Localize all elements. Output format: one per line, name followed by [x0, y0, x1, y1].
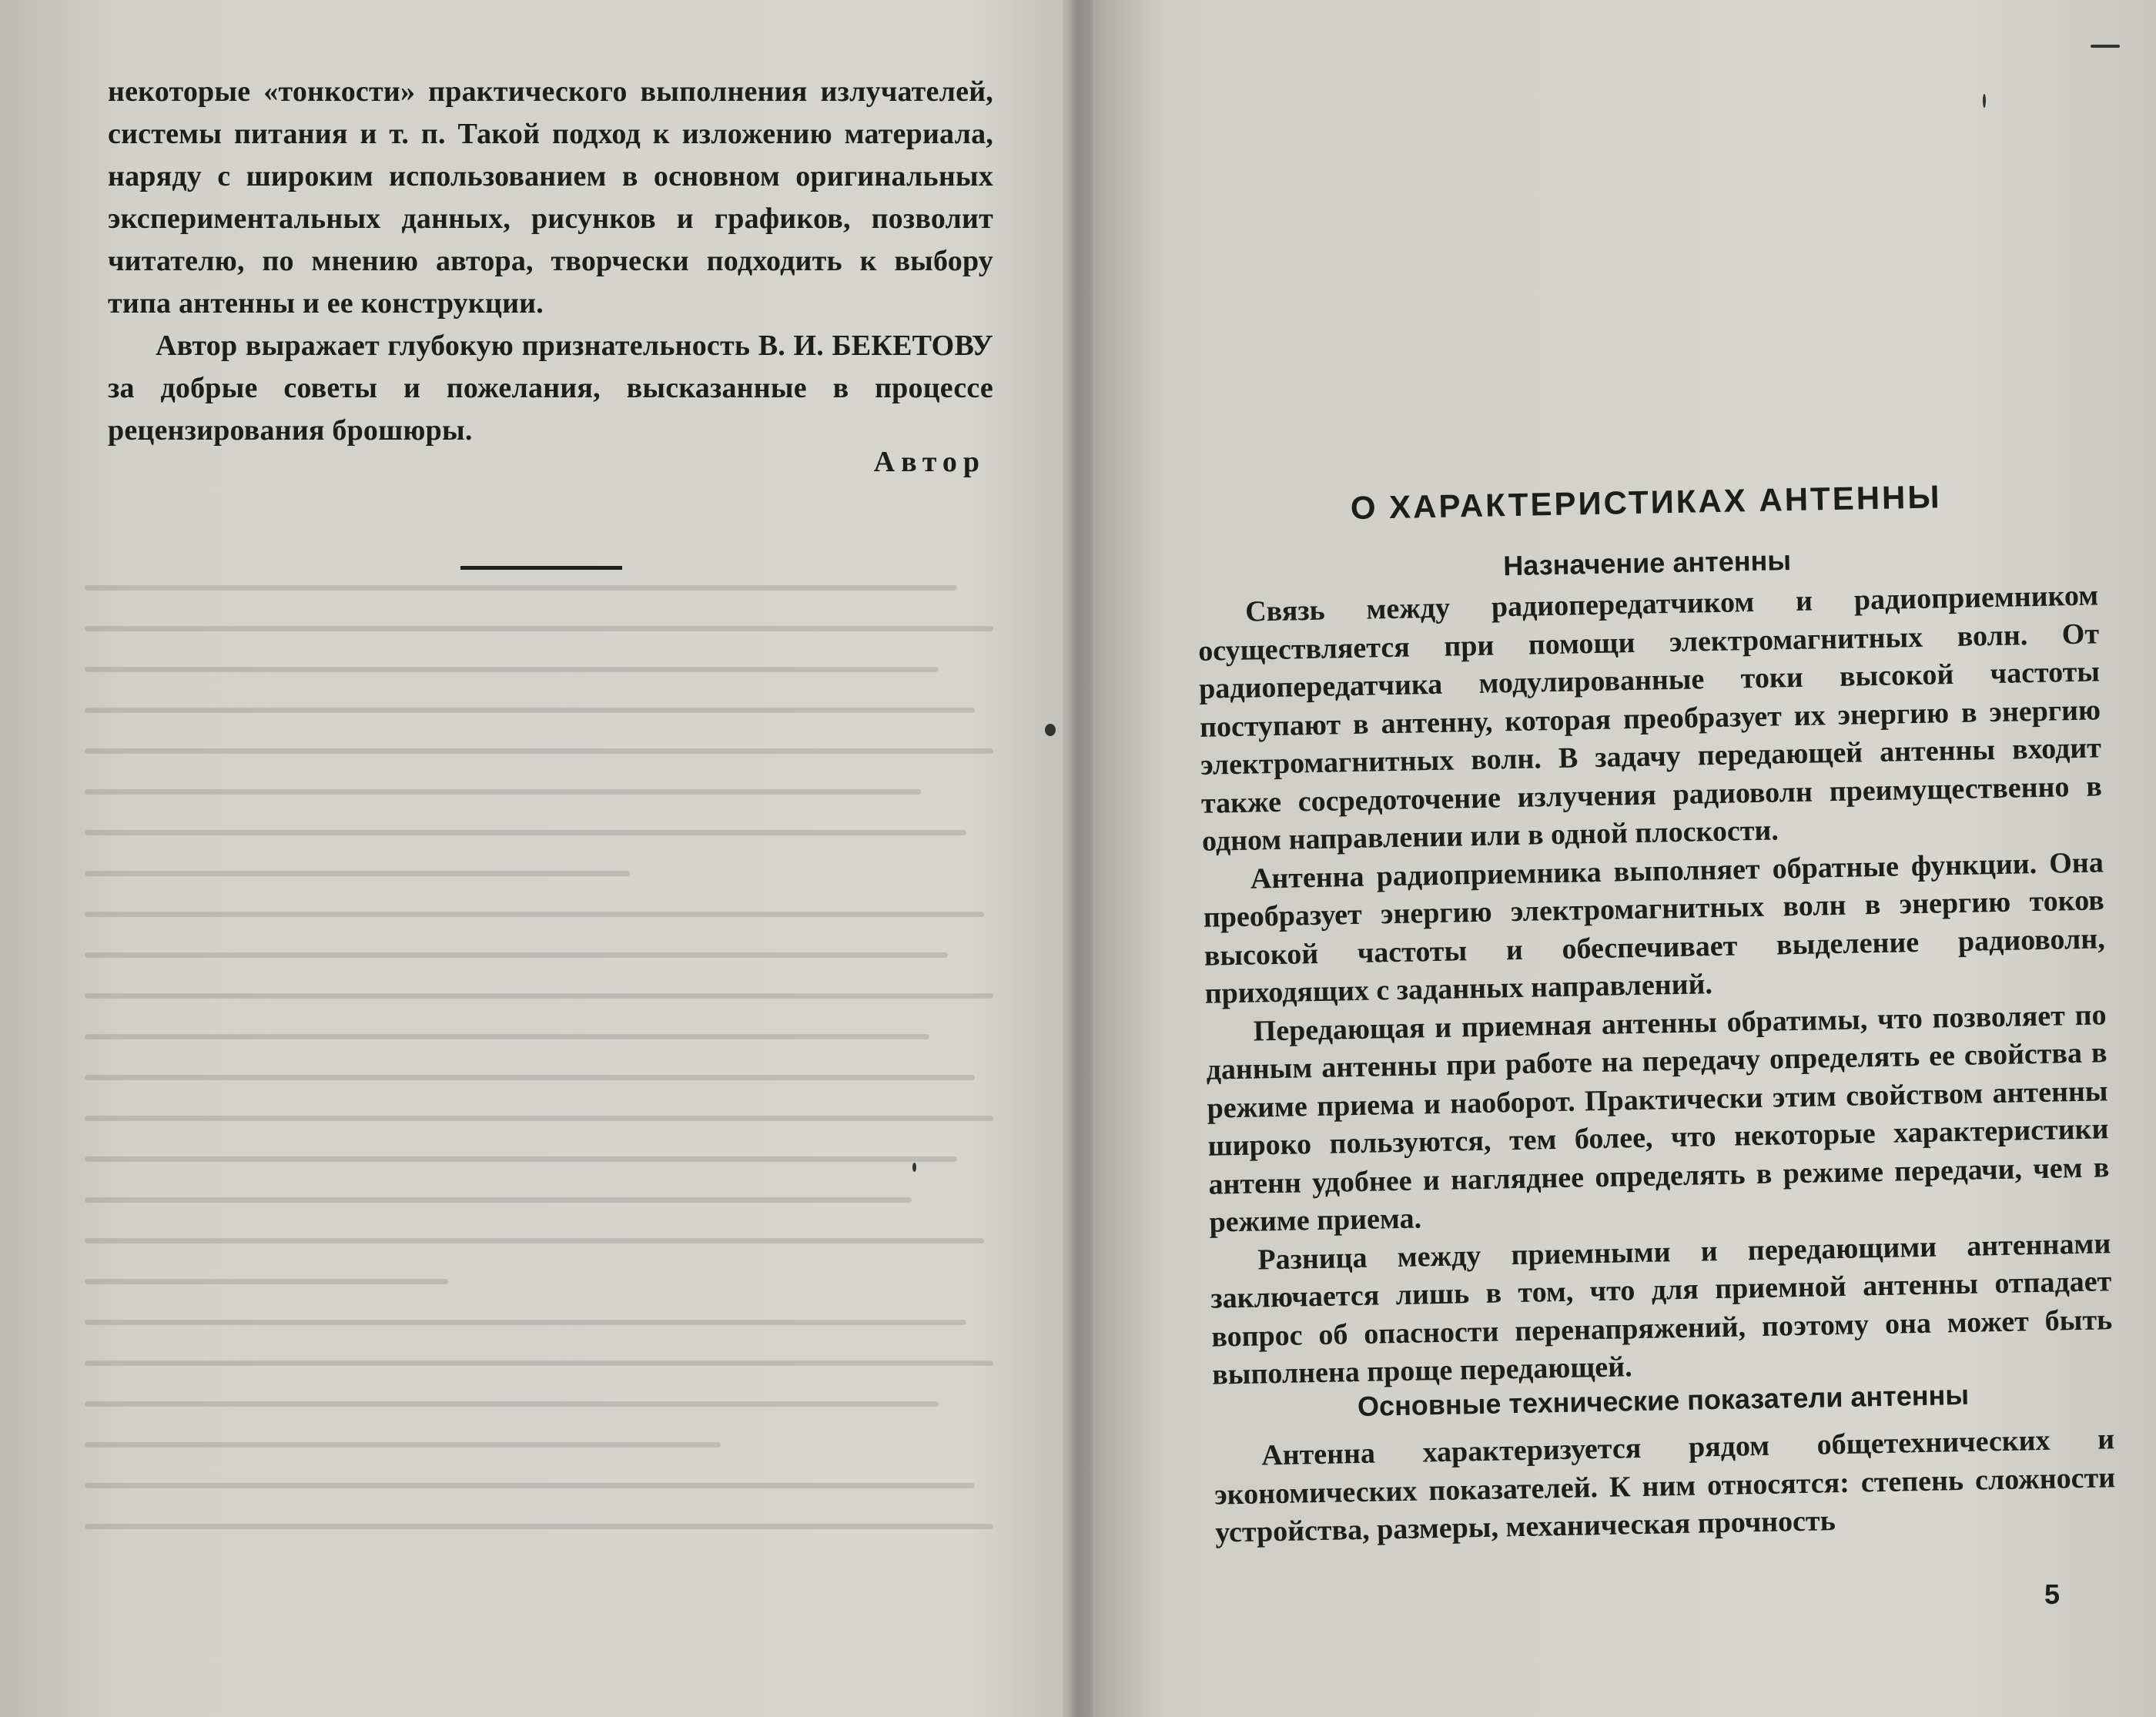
author-signature: Автор: [873, 446, 986, 478]
left-paragraph: Автор выражает глубокую признательность В. И. БЕКЕТОВУ за добрые советы и пожелания, высказанные в процессе рецензирования брошюры.: [108, 330, 993, 447]
body-paragraph: Разница между приемными и передающими антеннами заключается лишь в том, что для приемной антенны отпадает вопрос об опасности перенапряжений, поэтому она может быть выполнена проще передающей.: [1210, 1227, 2113, 1391]
show-through-text: [85, 585, 993, 1563]
section-divider: [460, 566, 622, 570]
body-paragraph: Связь между радиопередатчиком и радиоприемником осуществляется при помощи электромагнитных волн. От радиопередатчика модулированные токи высокой частоты поступают в антенну, которая преобразует их энергию в энергию электромагнитных волн. В задачу передающей антенны входит также сосредоточение излучения радиоволн преимущественно в одном направлении или в одной плоскости.: [1197, 579, 2103, 858]
section-purpose-body: [1197, 577, 2114, 1394]
body-paragraph: Передающая и приемная антенны обратимы, что позволяет по данным антенны при работе на передачу определять ее свойства в режиме приема и наоборот. Практически этим свойством антенны широко пользуются, тем более, что некоторые характеристики антенн удобнее и нагляднее определять в режиме передачи, чем в режиме приема.: [1206, 998, 2110, 1239]
body-paragraph: Антенна характеризуется рядом общетехнических и экономических показателей. К ним относятся: степень сложности устройства, размеры, механическая прочность: [1214, 1423, 2116, 1549]
left-paragraph: некоторые «тонкости» практического выполнения излучателей, системы питания и т. п. Такой подход к изложению материала, наряду с широким использованием в основном оригинальных экспериментальных данных, рисунков и графиков, позволит читателю, по мнению автора, творчески подходить к выбору типа антенны и ее конструкции.: [108, 75, 993, 320]
section-title-purpose: Назначение антенны: [1502, 544, 1792, 582]
paper-speck: [2091, 45, 2120, 48]
paper-speck: [1045, 724, 1056, 736]
chapter-title: О ХАРАКТЕРИСТИКАХ АНТЕННЫ: [1350, 478, 1942, 527]
paper-speck: [1983, 94, 1986, 108]
section-title-technical-indicators: Основные технические показатели антенны: [1357, 1378, 1970, 1423]
left-page: [0, 0, 1063, 1717]
body-paragraph: Антенна радиоприемника выполняет обратные функции. Она преобразует энергию электромагнитных волн в энергию токов высокой частоты и обеспечивает выделение радиоволн, приходящих с заданных направлений.: [1203, 845, 2106, 1010]
paper-speck: [912, 1163, 916, 1172]
left-page-text: [108, 71, 993, 452]
book-gutter: [1063, 0, 1093, 1717]
page-number: 5: [2044, 1578, 2061, 1610]
section-technical-body: [1214, 1421, 2117, 1552]
